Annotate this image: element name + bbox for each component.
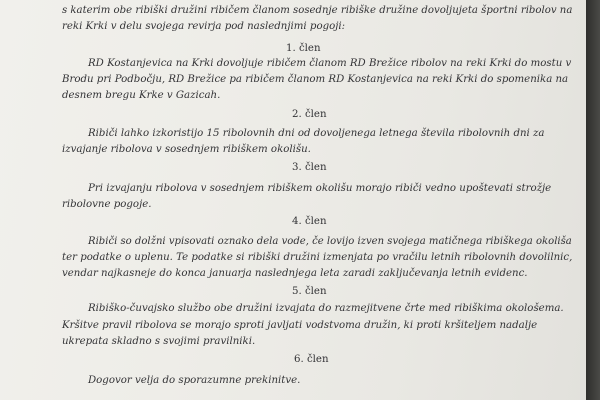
article-5-line-1: Ribiško-čuvajsko službo obe družini izvajata do razmejitvene črte med ribiškima okološema. xyxy=(88,303,564,314)
article-5-line-3: ukrepata skladno s svojimi pravilniki. xyxy=(62,336,256,347)
article-3-heading: 3. člen xyxy=(292,162,327,173)
article-5-line-2: Kršitve pravil ribolova se morajo sproti javljati vodstvoma družin, ki proti kršiteljem nadalje xyxy=(62,320,538,331)
article-1-heading: 1. člen xyxy=(286,43,321,54)
article-6-line-1: Dogovor velja do sporazumne prekinitve. xyxy=(88,375,301,386)
article-4-line-2: ter podatke o uplenu. Te podatke si ribiški družini izmenjata po vračilu letnih ribolovnih dovolilnic, xyxy=(62,252,573,263)
intro-line-1: s katerim obe ribiški družini ribičem članom sosednje ribiške družine dovoljujeta športni ribolov na xyxy=(62,5,573,16)
article-2-heading: 2. člen xyxy=(292,109,327,120)
intro-line-2: reki Krki v delu svojega revirja pod naslednjimi pogoji: xyxy=(62,21,346,32)
article-4-line-1: Ribiči so dolžni vpisovati oznako dela vode, če lovijo izven svojega matičnega ribiškega okoliša xyxy=(88,236,572,247)
article-2-line-1: Ribiči lahko izkoristijo 15 ribolovnih dni od dovoljenega letnega števila ribolovnih dni za xyxy=(88,128,545,139)
article-1-line-2: Brodu pri Podbočju, RD Brežice pa ribičem članom RD Kostanjevica na reki Krki do spomenika na xyxy=(62,74,569,85)
article-6-heading: 6. člen xyxy=(294,354,329,365)
article-1-line-3: desnem bregu Krke v Gazicah. xyxy=(62,90,221,101)
article-4-line-3: vendar najkasneje do konca januarja naslednjega leta zaradi zaključevanja letnih evidenc. xyxy=(62,268,528,279)
article-1-line-1: RD Kostanjevica na Krki dovoljuje ribičem članom RD Brežice ribolov na reki Krki do mostu v xyxy=(88,58,572,69)
background-edge xyxy=(586,0,600,400)
article-4-heading: 4. člen xyxy=(292,216,327,227)
article-3-line-2: ribolovne pogoje. xyxy=(62,199,152,210)
article-3-line-1: Pri izvajanju ribolova v sosednjem ribiškem okolišu morajo ribiči vedno upoštevati strožje xyxy=(88,183,552,194)
article-5-heading: 5. člen xyxy=(292,286,327,297)
article-2-line-2: izvajanje ribolova v sosednjem ribiškem okolišu. xyxy=(62,144,311,155)
